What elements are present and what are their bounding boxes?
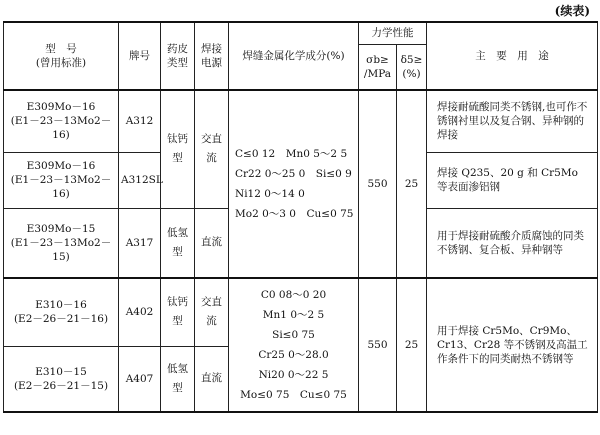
header-delta5-label: δ5≥ bbox=[400, 53, 423, 66]
model-cell bbox=[4, 346, 119, 412]
model-code: E310－15 bbox=[35, 365, 87, 378]
header-mech: 力学性能 bbox=[359, 22, 427, 44]
brand-cell: A312 bbox=[119, 90, 161, 152]
sigma-b-cell: 550 bbox=[359, 90, 397, 278]
model-old-standard: (E1－23－13Mo2－15) bbox=[10, 236, 112, 263]
header-current: 焊接电源 bbox=[195, 22, 229, 90]
chemistry-line: Mn1 0～2 5 bbox=[262, 309, 325, 321]
header-sigma-b-label: σb≥ bbox=[366, 53, 389, 66]
chemistry-line: Ni12 0～14 0 bbox=[235, 188, 305, 200]
header-model-sub: (曾用标准) bbox=[35, 57, 87, 69]
chemistry-line: Mo≤0 75 Cu≤0 75 bbox=[240, 389, 347, 401]
model-old-standard: (E1－23－13Mo2－16) bbox=[10, 115, 112, 142]
coating-cell: 低氢型 bbox=[161, 208, 195, 278]
header-chemistry: 焊缝金属化学成分(%) bbox=[229, 22, 359, 90]
coating-cell: 钛钙型 bbox=[161, 90, 195, 208]
current-cell: 交直流 bbox=[195, 278, 229, 346]
electrode-table bbox=[3, 21, 598, 413]
usage-cell: 用于焊接 Cr5Mo、Cr9Mo、Cr13、Cr28 等不锈钢及高温工作条件下的同类耐热不锈钢等 bbox=[427, 278, 598, 412]
delta5-cell: 25 bbox=[397, 90, 427, 278]
chemistry-line: C≤0 12 Mn0 5～2 5 bbox=[235, 148, 348, 160]
header-row bbox=[4, 22, 598, 44]
model-old-standard: (E1－23－13Mo2－16) bbox=[10, 174, 112, 200]
brand-cell: A317 bbox=[119, 208, 161, 278]
table-row bbox=[4, 278, 598, 346]
chemistry-cell bbox=[229, 278, 359, 412]
chemistry-line: Cr25 0～28.0 bbox=[258, 349, 329, 361]
model-cell bbox=[4, 278, 119, 346]
usage-cell: 焊接耐硫酸同类不锈钢,也可作不锈钢衬里以及复合钢、异种钢的焊接 bbox=[427, 90, 598, 152]
chemistry-line: Ni20 0～22 5 bbox=[258, 369, 329, 381]
brand-cell: A312SL bbox=[119, 152, 161, 208]
header-model-label: 型 号 bbox=[45, 43, 77, 55]
chemistry-line: Si≤0 75 bbox=[272, 329, 315, 341]
model-code: E310－16 bbox=[35, 299, 87, 312]
model-code: E309Mo－16 bbox=[26, 160, 96, 172]
header-sigma-b-unit: /MPa bbox=[363, 67, 392, 80]
chemistry-line: Mo2 0～3 0 Cu≤0 75 bbox=[235, 208, 354, 220]
chemistry-line: C0 08～0 20 bbox=[260, 289, 327, 301]
coating-cell: 低氢型 bbox=[161, 346, 195, 412]
model-old-standard: (E2－26－21－15) bbox=[13, 379, 109, 392]
header-delta5-unit: (%) bbox=[402, 67, 421, 80]
header-delta5 bbox=[397, 44, 427, 90]
model-cell bbox=[4, 208, 119, 278]
model-old-standard: (E2－26－21－16) bbox=[13, 313, 109, 326]
coating-cell: 钛钙型 bbox=[161, 278, 195, 346]
model-code: E309Mo－16 bbox=[26, 101, 96, 114]
brand-cell: A407 bbox=[119, 346, 161, 412]
header-brand: 牌号 bbox=[119, 22, 161, 90]
brand-cell: A402 bbox=[119, 278, 161, 346]
delta5-cell: 25 bbox=[397, 278, 427, 412]
header-model bbox=[4, 22, 119, 90]
current-cell: 直流 bbox=[195, 208, 229, 278]
chemistry-line: Cr22 0～25 0 Si≤0 9 bbox=[235, 168, 352, 180]
continued-label: (续表) bbox=[554, 4, 590, 18]
current-cell: 直流 bbox=[195, 346, 229, 412]
header-usage: 主 要 用 途 bbox=[427, 22, 598, 90]
table-row bbox=[4, 90, 598, 152]
header-coating: 药皮类型 bbox=[161, 22, 195, 90]
usage-cell: 焊接 Q235、20 g 和 Cr5Mo 等表面渗铝钢 bbox=[427, 152, 598, 208]
usage-cell: 用于焊接耐硫酸介质腐蚀的同类不锈钢、复合板、异种钢等 bbox=[427, 208, 598, 278]
model-code: E309Mo－15 bbox=[26, 222, 96, 235]
model-cell bbox=[4, 152, 119, 208]
header-sigma-b bbox=[359, 44, 397, 90]
current-cell: 交直流 bbox=[195, 90, 229, 208]
model-cell bbox=[4, 90, 119, 152]
chemistry-cell bbox=[229, 90, 359, 278]
sigma-b-cell: 550 bbox=[359, 278, 397, 412]
